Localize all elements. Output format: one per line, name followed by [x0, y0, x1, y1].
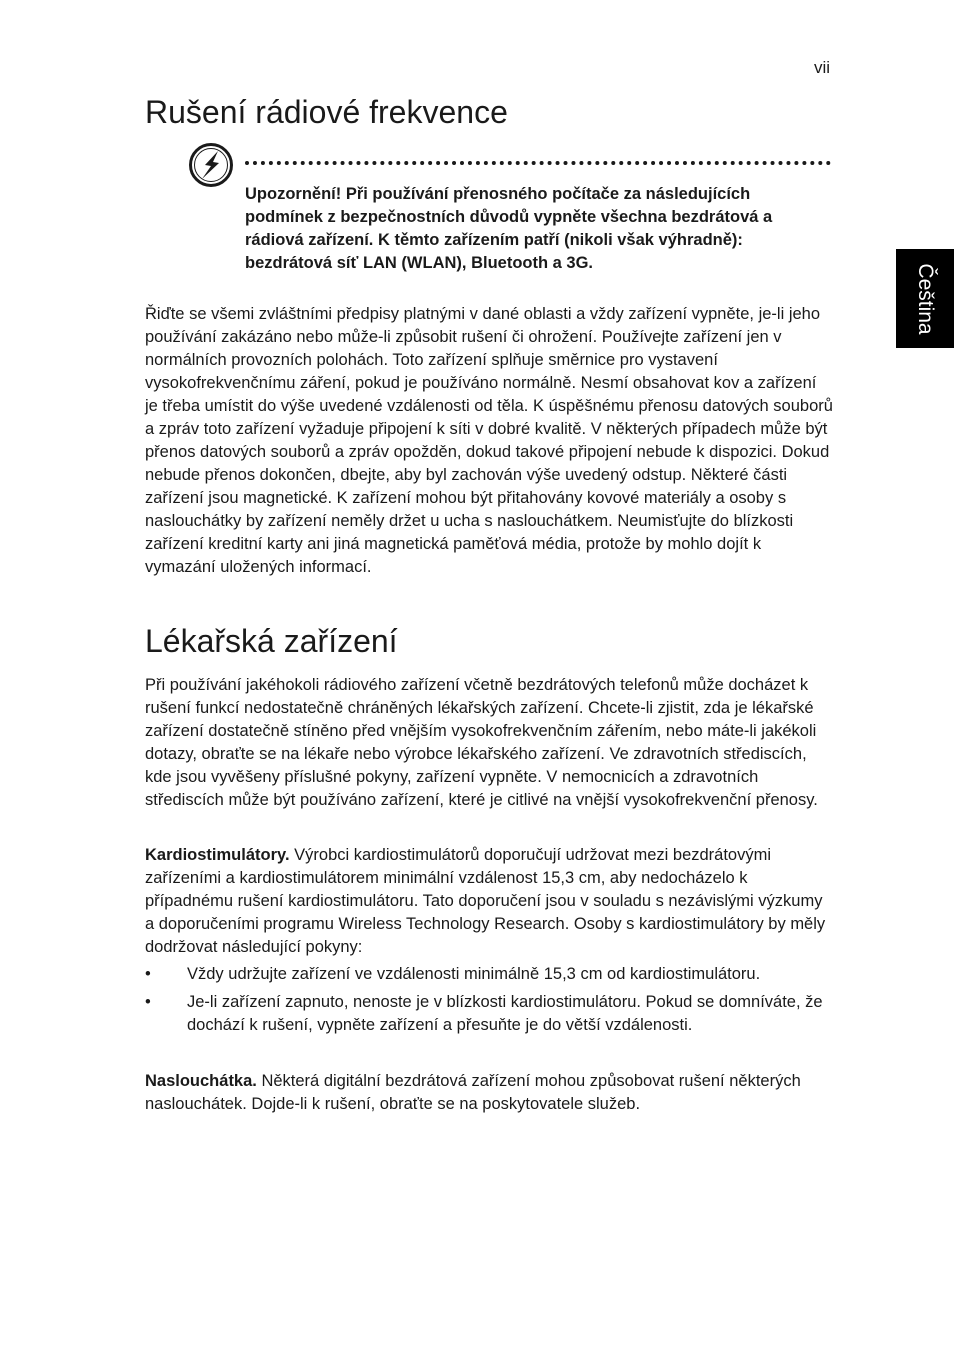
page-number: vii — [813, 58, 830, 77]
hearing-aids-paragraph — [145, 1070, 833, 1116]
language-tab — [896, 249, 954, 348]
list-item — [145, 991, 833, 1037]
list-item — [145, 963, 833, 986]
warning-lightning-icon — [188, 142, 234, 188]
radio-interference-paragraph: Řiďte se všemi zvláštními předpisy platnými v dané oblasti a vždy zařízení vypněte, je-li jeho používání zakázáno nebo může-li způsobit rušení či ohrožení. Používejte zařízení jen v normálních provozních polohách. Toto zařízení splňuje směrnice pro vystavení vysokofrekvenčnímu záření, pokud je používáno normálně. Nesmí obsahovat kov a zařízení je třeba umístit do výše uvedené vzdálenosti od těla. K úspěšnému přenosu datových souborů a zpráv toto zařízení vyžaduje připojení k síti v dobré kvalitě. V některých případech může být přenos datových souborů a zpráv opožděn, dokud takové připojení nebude k dispozici. Dokud nebude přenos dokončen, dbejte, aby byl zachován výše uvedený odstup. Některé části zařízení jsou magnetické. K zařízení mohou být přitahovány kovové materiály a osoby s naslouchátky by zařízení neměly držet u ucha s naslouchátkem. Neumisťujte do blízkosti zařízení kreditní karty ani jiná magnetická paměťová média, protože by mohlo dojít k vymazání uložených informací. — [145, 305, 833, 576]
medical-devices-paragraph: Při používání jakéhokoli rádiového zařízení včetně bezdrátových telefonů může docházet k rušení funkcí nedostatečně chráněných lékařských zařízení. Chcete-li zjistit, zda je lékařské zařízení dostatečně stíněno před vnějším vysokofrekvenčním zářením, nebo máte-li jakékoli dotazy, obraťte se na lékaře nebo výrobce lékařského zařízení. Ve zdravotních střediscích, kde jsou vyvěšeny příslušné pokyny, zařízení vypněte. V nemocnicích a zdravotních střediscích může být používáno zařízení, které je citlivé na vnější vysokofrekvenční přenosy. — [145, 676, 818, 809]
language-tab-label: Čeština — [914, 262, 937, 335]
hearing-aids-text: Některá digitální bezdrátová zařízení mohou způsobovat rušení některých naslouchátek. Dojde-li k rušení, obraťte se na poskytovatele služeb. — [145, 1072, 801, 1113]
pacemakers-paragraph — [145, 844, 833, 959]
bullet-icon: • — [145, 965, 151, 983]
list-item-text: Vždy udržujte zařízení ve vzdálenosti minimálně 15,3 cm od kardiostimulátoru. — [187, 965, 761, 983]
pacemaker-guidelines-list — [145, 963, 833, 1042]
section-title-medical-devices: Lékařská zařízení — [145, 623, 398, 659]
bullet-icon: • — [145, 993, 151, 1011]
warning-text: Upozornění! Při používání přenosného počítače za následujících podmínek z bezpečnostních důvodů vypněte všechna bezdrátová a rádiová zařízení. K těmto zařízením patří (nikoli však výhradně): bezdrátová síť LAN (WLAN), Bluetooth a 3G. — [245, 185, 773, 272]
warning-divider — [245, 161, 831, 165]
list-item-text: Je-li zařízení zapnuto, nenoste je v blízkosti kardiostimulátoru. Pokud se domníváte, že dochází k rušení, vypněte zařízení a přesuňte je do větší vzdálenosti. — [187, 993, 823, 1034]
section-title-radio-interference: Rušení rádiové frekvence — [145, 94, 508, 130]
pacemakers-text: Výrobci kardiostimulátorů doporučují udržovat mezi bezdrátovými zařízeními a kardiostimulátorem minimální vzdálenost 15,3 cm, aby nedocházelo k případnému rušení kardiostimulátoru. Tato doporučení jsou v souladu s nezávislými výzkumy a doporučeními programu Wireless Technology Research. Osoby s kardiostimulátory by měly dodržovat následující pokyny: — [145, 846, 826, 956]
pacemakers-label: Kardiostimulátory. — [145, 846, 290, 864]
hearing-aids-label: Naslouchátka. — [145, 1072, 257, 1090]
